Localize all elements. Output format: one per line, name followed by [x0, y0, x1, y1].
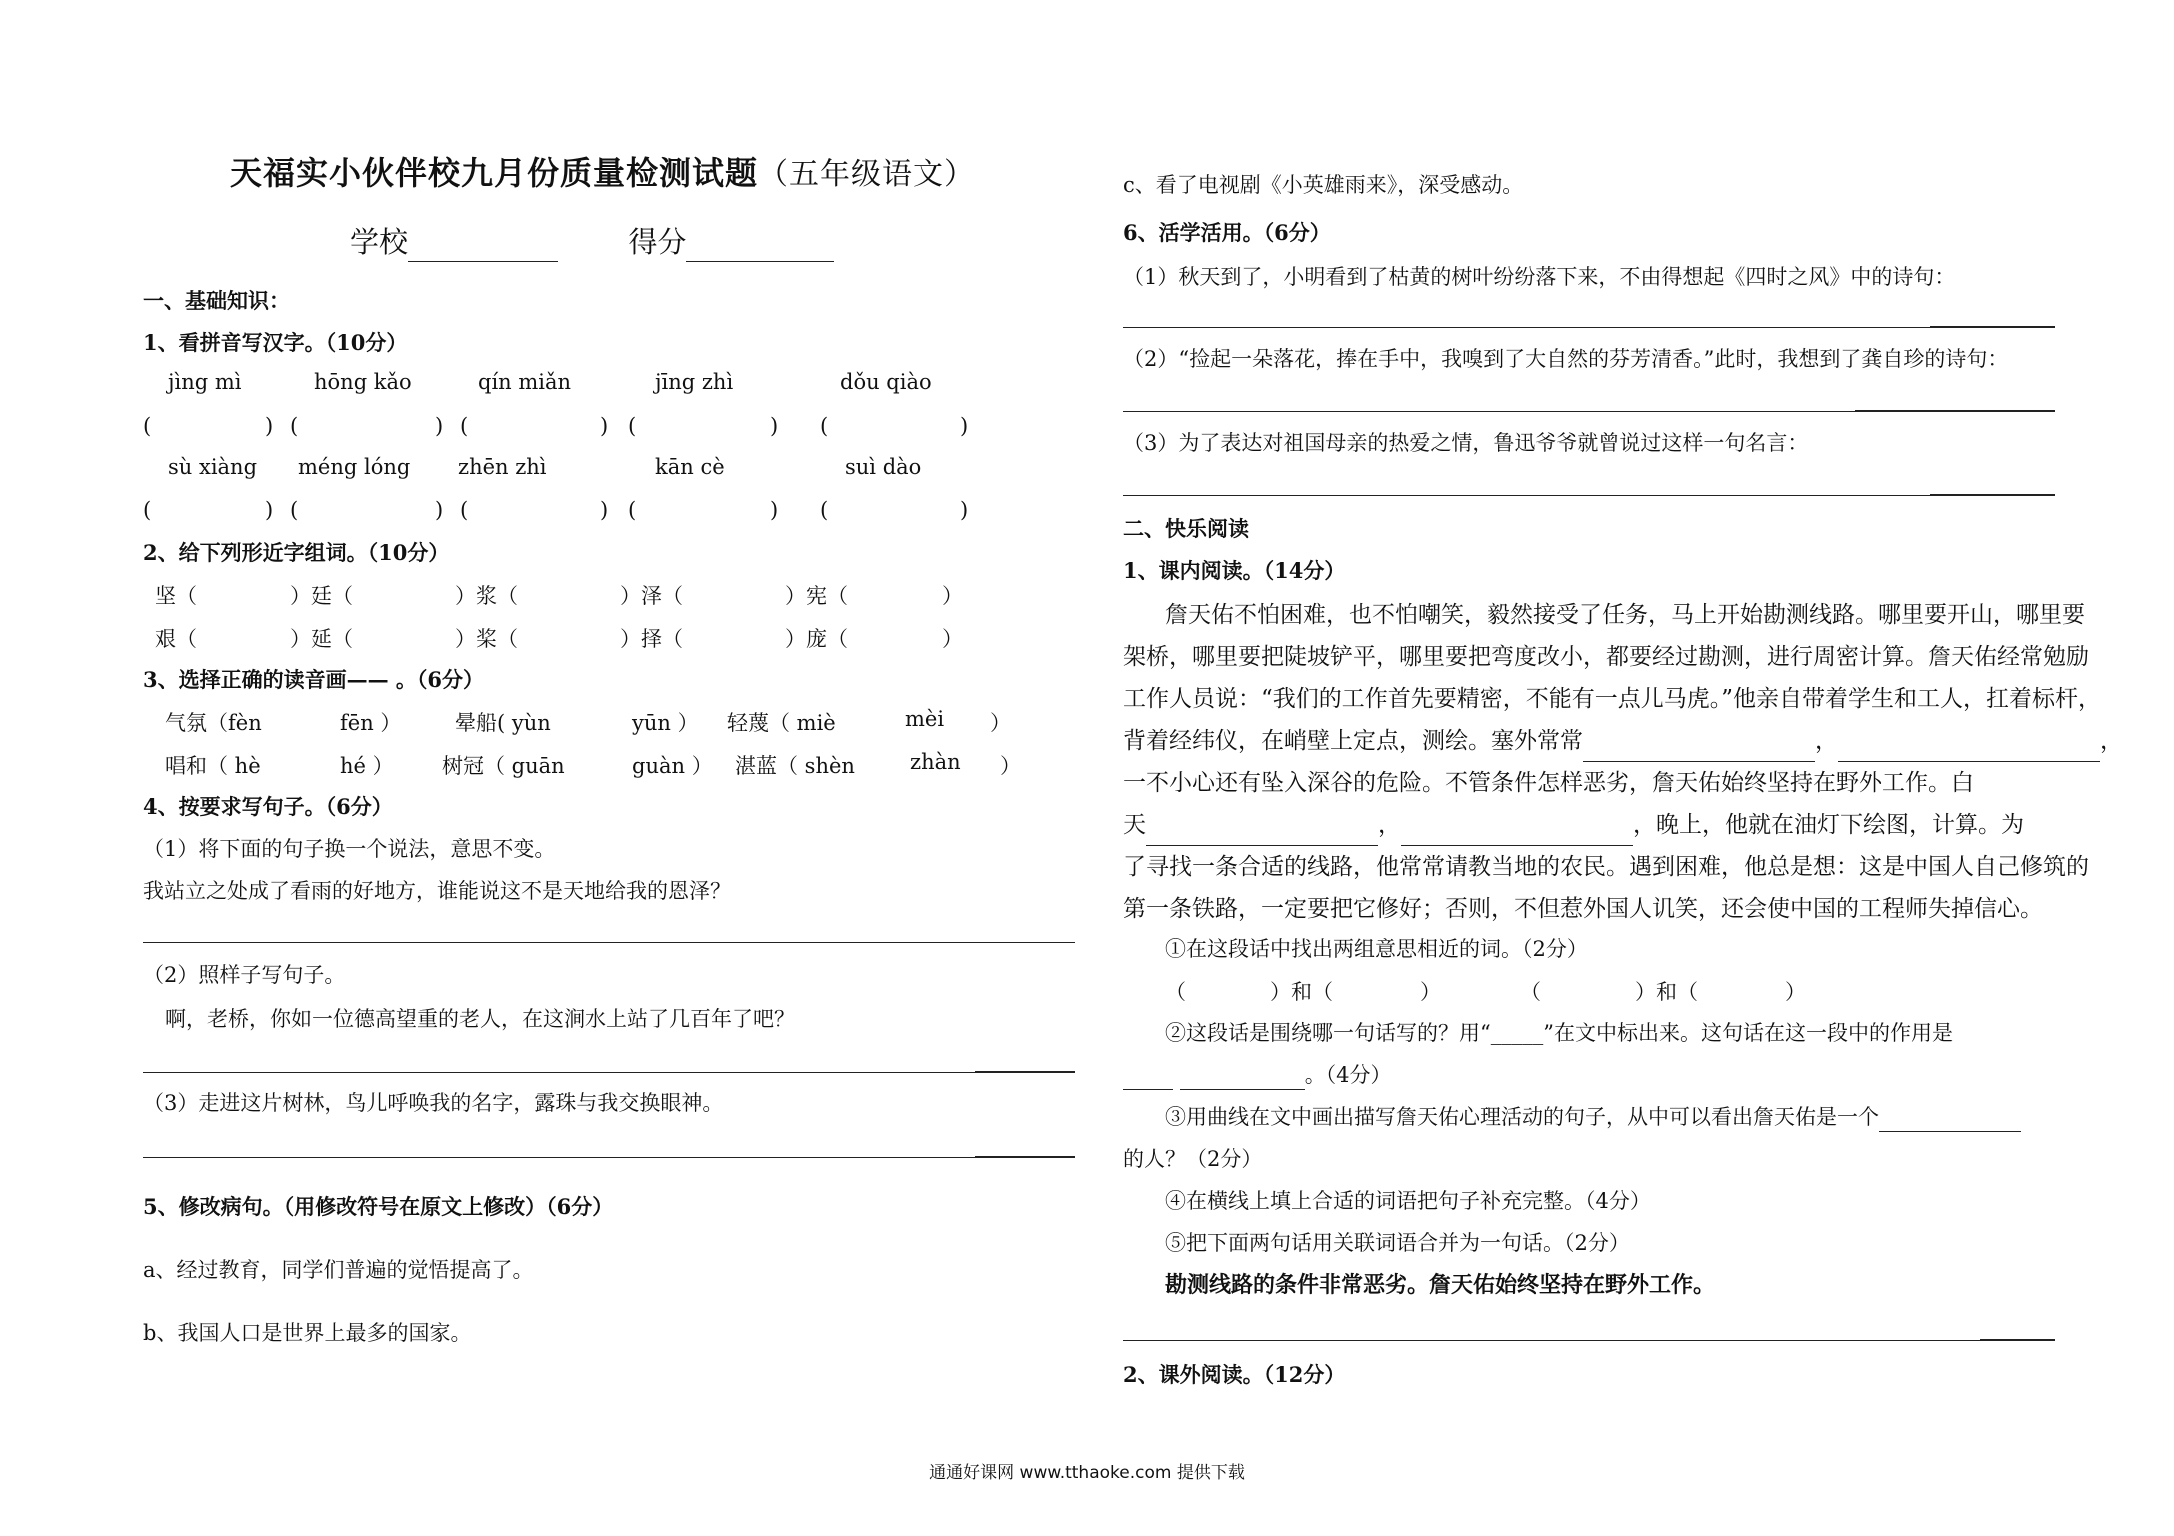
- passage-line: 工作人员说：“我们的工作首先要精密，不能有一点儿马虎。”他亲自带着学生和工人，扛着标杆，: [1123, 686, 2102, 712]
- answer-line[interactable]: [143, 1157, 1075, 1158]
- pinyin: suì dào: [845, 455, 922, 479]
- question-a: ①在这段话中找出两组意思相近的词。（2分）: [1165, 937, 1588, 961]
- paren: (: [820, 498, 829, 522]
- paren: ): [600, 498, 609, 522]
- question-b: ②这段话是围绕哪一句话写的？用“_____”在文中标出来。这句话在这一段中的作用是: [1165, 1021, 1953, 1045]
- pinyin: jìng mì: [168, 370, 242, 394]
- reading-option: fēn ）: [340, 711, 402, 735]
- paren: ): [265, 414, 274, 438]
- reading-option: 湛蓝（ shèn: [735, 754, 855, 778]
- reading-option: mèi: [905, 707, 945, 731]
- r2-heading: 2、课外阅读。（12分）: [1123, 1362, 1346, 1387]
- answer-line[interactable]: [143, 1072, 1075, 1073]
- answer-line-end: [975, 1156, 1075, 1158]
- word-cell: ）延（: [290, 627, 353, 651]
- word-cell: ）桨（: [455, 627, 518, 651]
- question-c: [1165, 1102, 2021, 1132]
- answer-line[interactable]: [1123, 327, 2055, 328]
- paren: ）: [1785, 980, 1806, 1004]
- school-label: 学校: [350, 225, 409, 259]
- fill-blank[interactable]: [1401, 823, 1633, 846]
- reading-option: 晕船( yùn: [455, 711, 551, 735]
- passage-text: 背着经纬仪，在峭壁上定点，测绘。塞外常常: [1123, 728, 1583, 754]
- section-basic: 一、基础知识：: [143, 288, 290, 313]
- paren: (: [143, 498, 152, 522]
- paren: (: [290, 414, 299, 438]
- reading-option: 唱和（ hè: [165, 754, 261, 778]
- q4-2-sentence: 啊，老桥，你如一位德高望重的老人，在这涧水上站了几百年了吧？: [165, 1007, 795, 1031]
- reading-option: ）: [1000, 754, 1021, 778]
- q5-heading: 5、修改病句。（用修改符号在原文上修改）（6分）: [143, 1194, 614, 1219]
- reading-option: zhàn: [910, 750, 961, 774]
- fill-blank[interactable]: [1838, 739, 2100, 762]
- q5-sentence-a: a、经过教育，同学们普遍的觉悟提高了。: [143, 1258, 534, 1282]
- paren: (: [143, 414, 152, 438]
- passage-line: 架桥，哪里要把陡坡铲平，哪里要把弯度改小，都要经过勘测，进行周密计算。詹天佑经常勉励: [1123, 644, 2089, 670]
- reading-option: 树冠（ guān: [442, 754, 565, 778]
- paren: ): [960, 414, 969, 438]
- answer-line[interactable]: [1123, 495, 2055, 496]
- q6-1-prompt: （1）秋天到了，小明看到了枯黄的树叶纷纷落下来，不由得想起《四时之风》中的诗句：: [1123, 265, 1956, 289]
- passage-text: ，晚上，他就在油灯下绘图，计算。为: [1633, 812, 2024, 838]
- paren: ): [600, 414, 609, 438]
- answer-line-end: [1980, 1339, 2055, 1341]
- word-cell: ）: [942, 584, 963, 608]
- paren: (: [290, 498, 299, 522]
- word-cell: ）庞（: [785, 627, 848, 651]
- word-cell: ）廷（: [290, 584, 353, 608]
- question-e-sentence: 勘测线路的条件非常恶劣。詹天佑始终坚持在野外工作。: [1165, 1272, 1716, 1298]
- reading-option: 气氛（fèn: [165, 711, 262, 735]
- passage-text: 天: [1123, 812, 1146, 838]
- passage-line-with-blanks: [1123, 720, 2123, 762]
- answer-line-end: [1930, 494, 2055, 496]
- school-blank[interactable]: [408, 231, 558, 262]
- question-text: 。（4分）: [1304, 1063, 1392, 1087]
- pinyin: méng lóng: [298, 455, 411, 479]
- paren: (: [628, 414, 637, 438]
- q5-sentence-c: c、看了电视剧《小英雄雨来》，深受感动。: [1123, 173, 1524, 197]
- q2-heading: 2、给下列形近字组词。（10分）: [143, 540, 450, 565]
- passage-text: ，: [1378, 812, 1401, 838]
- passage-line: 第一条铁路，一定要把它修好；否则，不但惹外国人讥笑，还会使中国的工程师失掉信心。: [1123, 896, 2043, 922]
- passage-text: ，: [2100, 728, 2123, 754]
- pinyin: hōng kǎo: [314, 370, 412, 394]
- q6-3-prompt: （3）为了表达对祖国母亲的热爱之情，鲁迅爷爷就曾说过这样一句名言：: [1123, 431, 1809, 455]
- q3-heading: 3、选择正确的读音画—— 。（6分）: [143, 667, 485, 692]
- q5-sentence-b: b、我国人口是世界上最多的国家。: [143, 1321, 472, 1345]
- passage-line: 一不小心还有坠入深谷的危险。不管条件怎样恶劣，詹天佑始终坚持在野外工作。白: [1123, 770, 1974, 796]
- paren: (: [820, 414, 829, 438]
- fill-blank[interactable]: [1180, 1067, 1305, 1090]
- score-label: 得分: [628, 225, 687, 259]
- question-b-cont: [1123, 1060, 1392, 1090]
- passage-line-with-blanks: [1123, 804, 2024, 846]
- question-c-cont: 的人？（2分）: [1123, 1147, 1263, 1171]
- paren: ）和（: [1635, 980, 1698, 1004]
- q4-1-prompt: （1）将下面的句子换一个说法，意思不变。: [143, 837, 556, 861]
- pinyin: kān cè: [655, 455, 725, 479]
- answer-line-end: [1855, 410, 2055, 412]
- score-blank[interactable]: [686, 231, 834, 262]
- word-cell: ）泽（: [620, 584, 683, 608]
- page-title: [230, 154, 976, 192]
- paren: ): [435, 498, 444, 522]
- word-cell: ）宪（: [785, 584, 848, 608]
- passage-line: 了寻找一条合适的线路，他常常请教当地的农民。遇到困难，他总是想：这是中国人自己修筑的: [1123, 854, 2089, 880]
- reading-option: hé ）: [340, 754, 394, 778]
- passage-text: ，: [1815, 728, 1838, 754]
- answer-line[interactable]: [143, 942, 1075, 943]
- reading-option: 轻蔑（ miè: [727, 711, 836, 735]
- pinyin: zhēn zhì: [458, 455, 547, 479]
- paren: (: [460, 498, 469, 522]
- word-cell: ）择（: [620, 627, 683, 651]
- fill-blank[interactable]: [1123, 1067, 1173, 1090]
- title-main: 天福实小伙伴校九月份质量检测试题: [230, 154, 759, 192]
- word-cell: 坚（: [155, 584, 197, 608]
- q4-2-prompt: （2）照样子写句子。: [143, 963, 346, 987]
- question-d: ④在横线上填上合适的词语把句子补充完整。（4分）: [1165, 1189, 1651, 1213]
- reading-option: guàn ）: [632, 754, 713, 778]
- answer-line-end: [975, 1071, 1075, 1073]
- pinyin: jīng zhì: [655, 370, 734, 394]
- q4-heading: 4、按要求写句子。（6分）: [143, 794, 393, 819]
- paren: (: [460, 414, 469, 438]
- paren: ): [770, 414, 779, 438]
- paren: ): [960, 498, 969, 522]
- paren: （: [1520, 980, 1541, 1004]
- fill-blank[interactable]: [1583, 739, 1815, 762]
- reading-option: ）: [990, 711, 1011, 735]
- reading-option: yūn ）: [632, 711, 699, 735]
- question-e: ⑤把下面两句话用关联词语合并为一句话。（2分）: [1165, 1231, 1630, 1255]
- section-reading: 二、快乐阅读: [1123, 516, 1249, 541]
- paren: ）: [1420, 980, 1441, 1004]
- fill-blank[interactable]: [1146, 823, 1378, 846]
- pinyin: sù xiàng: [168, 455, 258, 479]
- word-cell: 艰（: [155, 627, 197, 651]
- passage-line: 詹天佑不怕困难，也不怕嘲笑，毅然接受了任务，马上开始勘测线路。哪里要开山，哪里要: [1165, 602, 2085, 628]
- paren: （: [1165, 980, 1186, 1004]
- answer-line-end: [1930, 326, 2055, 328]
- word-cell: ）: [942, 627, 963, 651]
- question-text: ③用曲线在文中画出描写詹天佑心理活动的句子，从中可以看出詹天佑是一个: [1165, 1105, 1879, 1129]
- paren: ): [435, 414, 444, 438]
- pinyin: dǒu qiào: [840, 370, 932, 394]
- paren: ): [770, 498, 779, 522]
- q1-heading: 1、看拼音写汉字。（10分）: [143, 330, 408, 355]
- fill-blank[interactable]: [1879, 1109, 2021, 1132]
- header-fields: [350, 222, 834, 262]
- r1-heading: 1、课内阅读。（14分）: [1123, 558, 1346, 583]
- q6-2-prompt: （2）“捡起一朵落花，捧在手中，我嗅到了大自然的芬芳清香。”此时，我想到了龚自珍的诗句：: [1123, 347, 2009, 371]
- word-cell: ）浆（: [455, 584, 518, 608]
- q4-3-prompt: （3）走进这片树林，鸟儿呼唤我的名字，露珠与我交换眼神。: [143, 1091, 724, 1115]
- paren: ）和（: [1270, 980, 1333, 1004]
- footer-credit: 通通好课网 www.tthaoke.com 提供下载: [929, 1463, 1245, 1483]
- pinyin: qín miǎn: [478, 370, 572, 394]
- q6-heading: 6、活学活用。（6分）: [1123, 220, 1331, 245]
- paren: (: [628, 498, 637, 522]
- answer-line[interactable]: [1123, 1340, 2055, 1341]
- q4-1-sentence: 我站立之处成了看雨的好地方，谁能说这不是天地给我的恩泽？: [143, 879, 731, 903]
- paren: ): [265, 498, 274, 522]
- title-sub: （五年级语文）: [758, 157, 976, 192]
